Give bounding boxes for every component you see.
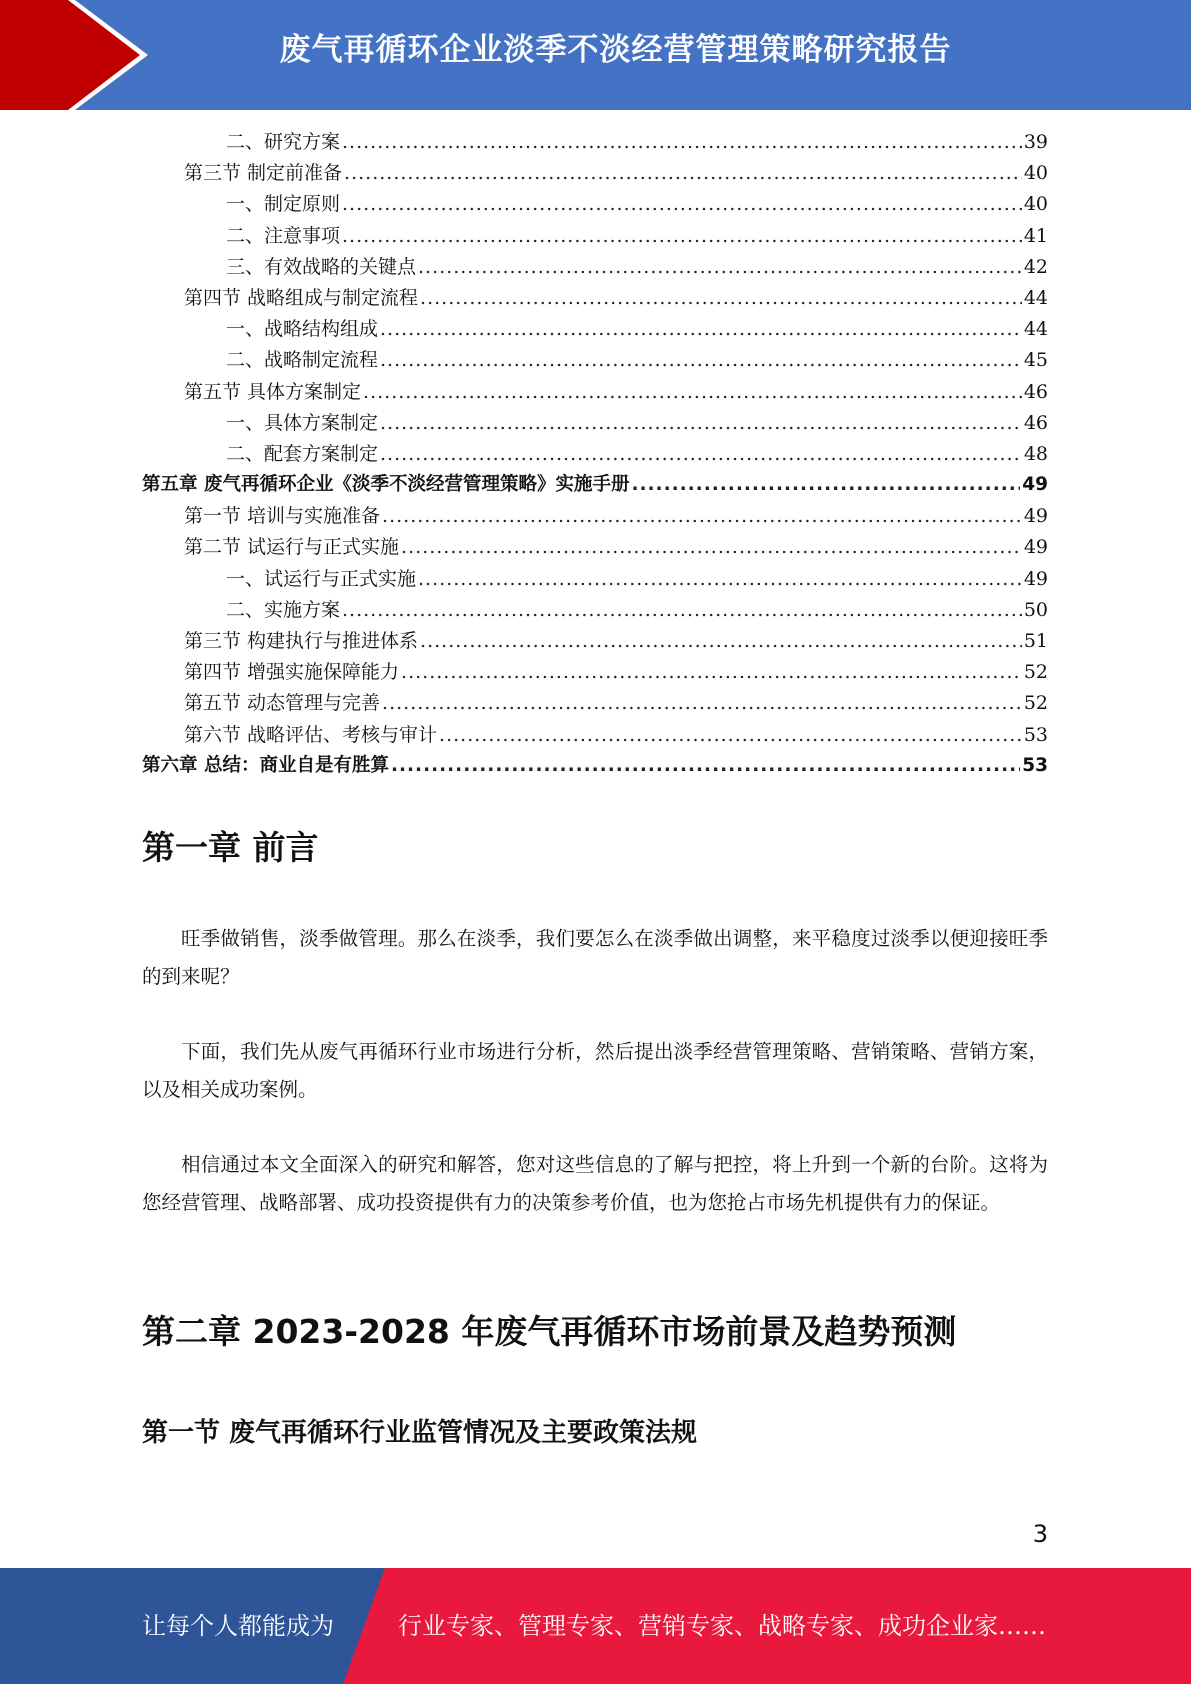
toc-entry-page: 39 [1023,131,1048,153]
report-title: 废气再循环企业淡季不淡经营管理策略研究报告 [279,32,952,68]
toc-entry-label: 二、配套方案制定 [226,442,379,465]
toc-entry-page: 42 [1023,255,1048,278]
toc-entry[interactable] [142,595,1048,626]
toc-entry-page: 40 [1023,162,1048,185]
toc-entry[interactable] [142,564,1048,595]
toc-entry[interactable] [142,470,1048,501]
toc-dot-leader [342,599,1022,621]
toc-entry-label: 一、制定原则 [226,193,341,216]
paragraph-2: 下面，我们先从废气再循环行业市场进行分析，然后提出淡季经营管理策略、营销策略、营销方案，以及相关成功案例。 [142,1040,1048,1101]
toc-entry-page: 44 [1023,318,1048,341]
chapter-1-heading: 第一章 前言 [142,828,319,867]
toc-entry-page: 45 [1023,349,1048,372]
toc-entry-label: 第三节 构建执行与推进体系 [184,630,419,652]
footer-slogan-left: 让每个人都能成为 [142,1612,334,1640]
toc-entry-label: 第三节 制定前准备 [184,162,343,185]
toc-entry[interactable] [142,751,1048,782]
toc-entry-label: 第五节 具体方案制定 [184,380,362,403]
toc-dot-leader [420,287,1022,309]
toc-dot-leader [380,349,1022,371]
toc-entry[interactable] [142,252,1048,283]
chapter-2-heading: 第二章 2023-2028 年废气再循环市场前景及趋势预测 [142,1312,957,1351]
toc-dot-leader [342,193,1022,215]
toc-dot-leader [420,630,1022,652]
toc-dot-leader [380,412,1022,434]
toc-dot-leader [439,724,1022,746]
toc-entry-label: 第五章 废气再循环企业《淡季不淡经营管理策略》实施手册 [142,474,630,496]
toc-entry-page: 53 [1022,754,1048,776]
toc-entry-page: 52 [1023,661,1048,684]
section-1-heading: 第一节 废气再循环行业监管情况及主要政策法规 [142,1418,698,1448]
toc-entry[interactable] [142,283,1048,314]
toc-entry[interactable] [142,532,1048,563]
toc-entry-label: 一、试运行与正式实施 [226,567,417,590]
toc-entry-label: 第四节 增强实施保障能力 [184,661,400,684]
toc-entry[interactable] [142,439,1048,470]
toc-entry[interactable] [142,720,1048,751]
toc-entry-label: 一、具体方案制定 [226,411,379,434]
toc-entry-page: 40 [1023,193,1048,216]
toc-entry-label: 二、研究方案 [226,131,341,153]
toc-entry[interactable] [142,127,1048,158]
toc-entry-page: 46 [1023,380,1048,403]
toc-entry-label: 第二节 试运行与正式实施 [184,536,400,559]
toc-dot-leader [342,225,1022,247]
toc-entry-label: 第六章 总结：商业自是有胜算 [142,754,389,776]
toc-entry[interactable] [142,408,1048,439]
toc-entry-page: 44 [1023,286,1048,309]
page-footer [0,1568,1191,1684]
toc-entry-page: 49 [1023,536,1048,559]
toc-entry-label: 第四节 战略组成与制定流程 [184,286,419,309]
toc-entry-page: 46 [1023,411,1048,434]
toc-dot-leader [380,443,1022,465]
toc-entry[interactable] [142,158,1048,189]
toc-entry[interactable] [142,688,1048,719]
toc-entry-label: 二、战略制定流程 [226,349,379,372]
toc-entry-page: 49 [1022,474,1048,496]
toc-entry-page: 53 [1023,723,1048,746]
toc-dot-leader [363,381,1022,403]
toc-dot-leader [380,318,1022,340]
paragraph-1: 旺季做销售，淡季做管理。那么在淡季，我们要怎么在淡季做出调整，来平稳度过淡季以便迎接旺季的到来呢？ [142,927,1048,988]
toc-entry-label: 第五节 动态管理与完善 [184,692,381,715]
toc-entry-page: 48 [1023,442,1048,465]
toc-entry[interactable] [142,189,1048,220]
toc-dot-leader [391,755,1020,776]
toc-entry-page: 49 [1023,567,1048,590]
toc-entry[interactable] [142,657,1048,688]
toc-dot-leader [631,474,1020,495]
toc-entry[interactable] [142,345,1048,376]
toc-entry-page: 49 [1023,505,1048,528]
toc-entry[interactable] [142,626,1048,657]
page-header [0,0,1191,110]
toc-entry-page: 50 [1023,598,1048,621]
toc-entry-page: 41 [1023,224,1048,247]
toc-entry-label: 第一节 培训与实施准备 [184,505,381,528]
toc-entry-page: 52 [1023,692,1048,715]
toc-dot-leader [382,692,1022,714]
toc-entry[interactable] [142,221,1048,252]
toc-dot-leader [418,256,1022,278]
toc-dot-leader [344,162,1022,184]
toc-entry[interactable] [142,501,1048,532]
toc-entry-label: 第六节 战略评估、考核与审计 [184,723,438,746]
toc-dot-leader [382,505,1022,527]
toc-entry[interactable] [142,314,1048,345]
toc-entry-page: 51 [1023,630,1048,652]
toc-dot-leader [418,568,1022,590]
toc-dot-leader [342,131,1022,153]
toc-dot-leader [401,536,1022,558]
page-number: 3 [1032,1520,1048,1548]
toc-dot-leader [401,661,1022,683]
table-of-contents [142,127,1048,782]
footer-slogan-right: 行业专家、管理专家、营销专家、战略专家、成功企业家…… [398,1612,1046,1640]
paragraph-3: 相信通过本文全面深入的研究和解答，您对这些信息的了解与把控，将上升到一个新的台阶。这将为您经营管理、战略部署、成功投资提供有力的决策参考价值，也为您抢占市场先机提供有力的保证。 [142,1153,1048,1214]
toc-entry-label: 二、实施方案 [226,598,341,621]
toc-entry[interactable] [142,377,1048,408]
toc-entry-label: 三、有效战略的关键点 [226,255,417,278]
toc-entry-label: 一、战略结构组成 [226,318,379,341]
toc-entry-label: 二、注意事项 [226,224,341,247]
